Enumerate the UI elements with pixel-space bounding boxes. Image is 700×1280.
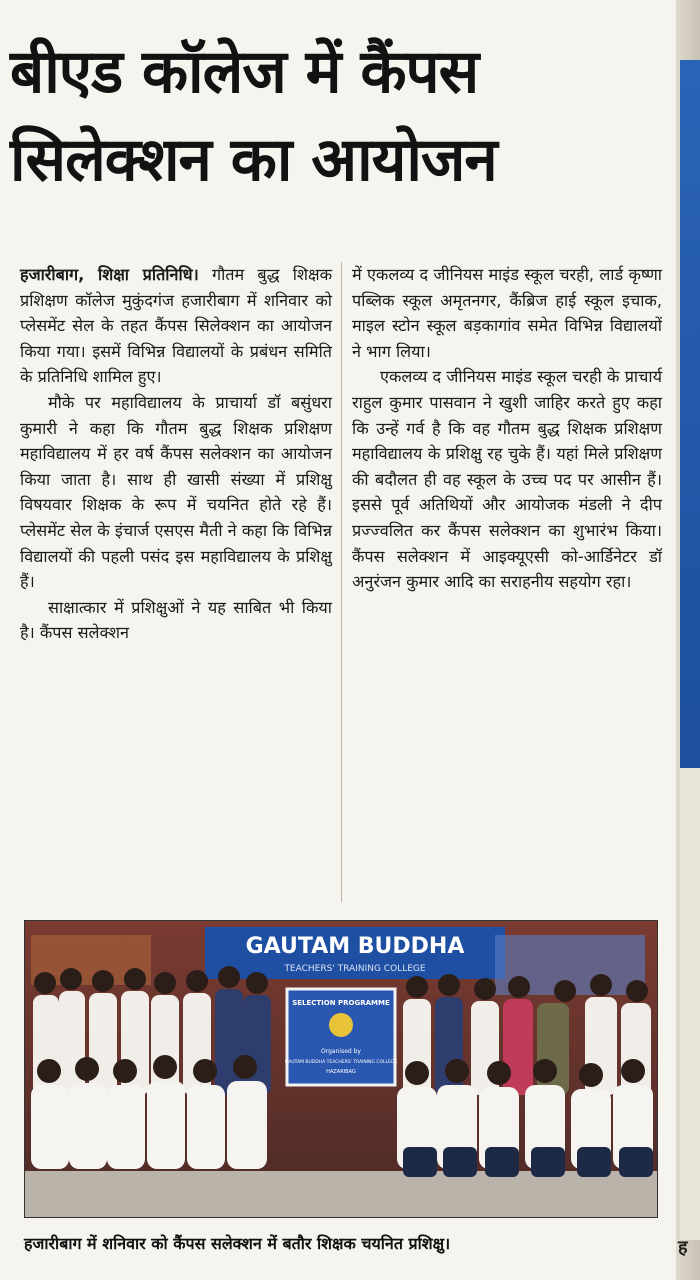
adjacent-page-glyph: ह [678,1237,688,1258]
placard-subtitle: Organised by [321,1048,361,1055]
paragraph-text: गौतम बुद्ध शिक्षक प्रशिक्षण कॉलेज मुकुंदगंज हजारीबाग में शनिवार को प्लेसमेंट सेल के तहत कैंपस सिलेक्शन का आयोजन किया गया। इसमें विभिन्न विद्यालयों के प्रबंधन समिति के प्रतिनिधि शामिल हुए। [20,265,333,387]
article-paragraph: मौके पर महाविद्यालय के प्राचार्या डॉ बसुंधरा कुमारी ने कहा कि गौतम बुद्ध शिक्षक प्रशिक्षण महाविद्यालय में हर वर्ष कैंपस सलेक्शन का आयोजन किया जाता है। साथ ही खासी संख्या में प्रशिक्षु विषयवार शिक्षक के रूप में चयनित होते रहे हैं। प्लेसमेंट सेल के इंचार्ज एसएस मैती ने कहा कि विभिन्न विद्यालयों की पहली पसंद इस महाविद्यालय के प्रशिक्षु हैं। [20,392,332,592]
adjacent-page-blue-strip [680,60,700,1240]
dateline: हजारीबाग, शिक्षा प्रतिनिधि। [20,265,199,284]
headline-line-1: बीएड कॉलेज में कैंपस [10,37,479,107]
headline [10,28,670,204]
placard-title: SELECTION PROGRAMME [292,999,390,1007]
article-paragraph: साक्षात्कार में प्रशिक्षुओं ने यह साबित भी किया है। कैंपस सलेक्शन [20,597,332,643]
college-emblem [329,1013,353,1037]
article-paragraph: एकलव्य द जीनियस माइंड स्कूल चरही के प्राचार्य राहुल कुमार पासवान ने खुशी जाहिर करते हुए कहा कि उन्हें गर्व है कि वह गौतम बुद्ध शिक्षक प्रशिक्षण महाविद्यालय के प्रशिक्षु रह चुके हैं। यहां मिले प्रशिक्षण की बदौलत ही वह स्कूल के उच्च पद पर आसीन हैं। इससे पूर्व अतिथियों और आयोजक मंडली ने दीप प्रज्ज्वलित कर कैंपस सलेक्शन का शुभारंभ किया। कैंपस सलेक्शन में आइक्यूएसी को-आर्डिनेटर डॉ अनुरंजन कुमार आदि का सराहनीय सहयोग रहा। [352,367,662,592]
floor [25,1171,657,1217]
article-column-left [20,262,332,646]
headline-line-2: सिलेक्शन का आयोजन [10,125,497,195]
group-photo-illustration [25,921,657,1217]
photo-caption: हजारीबाग में शनिवार को कैंपस सलेक्शन में बतौर शिक्षक चयनित प्रशिक्षु। [24,1234,451,1253]
adjacent-page-edge [676,0,700,1280]
banner-subtitle: TEACHERS' TRAINING COLLEGE [284,964,426,974]
article-paragraph: में एकलव्य द जीनियस माइंड स्कूल चरही, लार्ड कृष्णा पब्लिक स्कूल अमृतनगर, कैंब्रिज हाई स्कूल इचाक, माइल स्टोन स्कूल बड़कागांव समेत विभिन्न विद्यालयों ने भाग लिया। [352,265,662,361]
placard-place: HAZARIBAG [326,1069,356,1075]
column-divider [341,262,342,902]
article-paragraph [20,262,332,390]
news-photo [24,920,658,1218]
article-column-right [352,262,662,595]
banner-title: GAUTAM BUDDHA [245,934,465,959]
placard-organisation: GAUTAM BUDDHA TEACHERS' TRAINING COLLEGE [284,1060,398,1065]
